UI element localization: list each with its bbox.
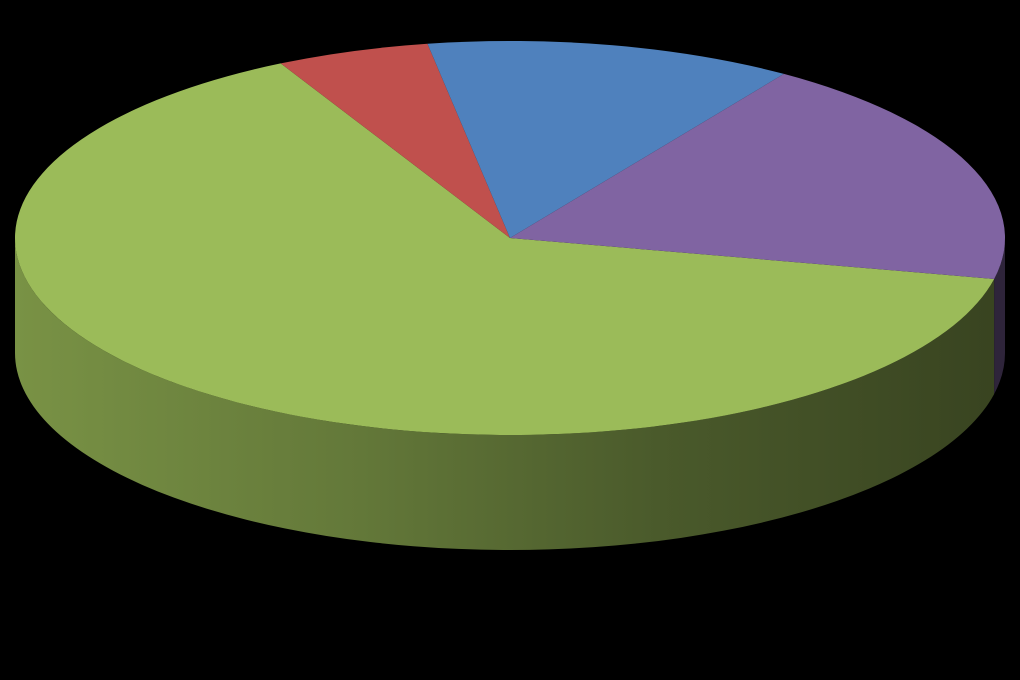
pie-top [15,41,1005,435]
